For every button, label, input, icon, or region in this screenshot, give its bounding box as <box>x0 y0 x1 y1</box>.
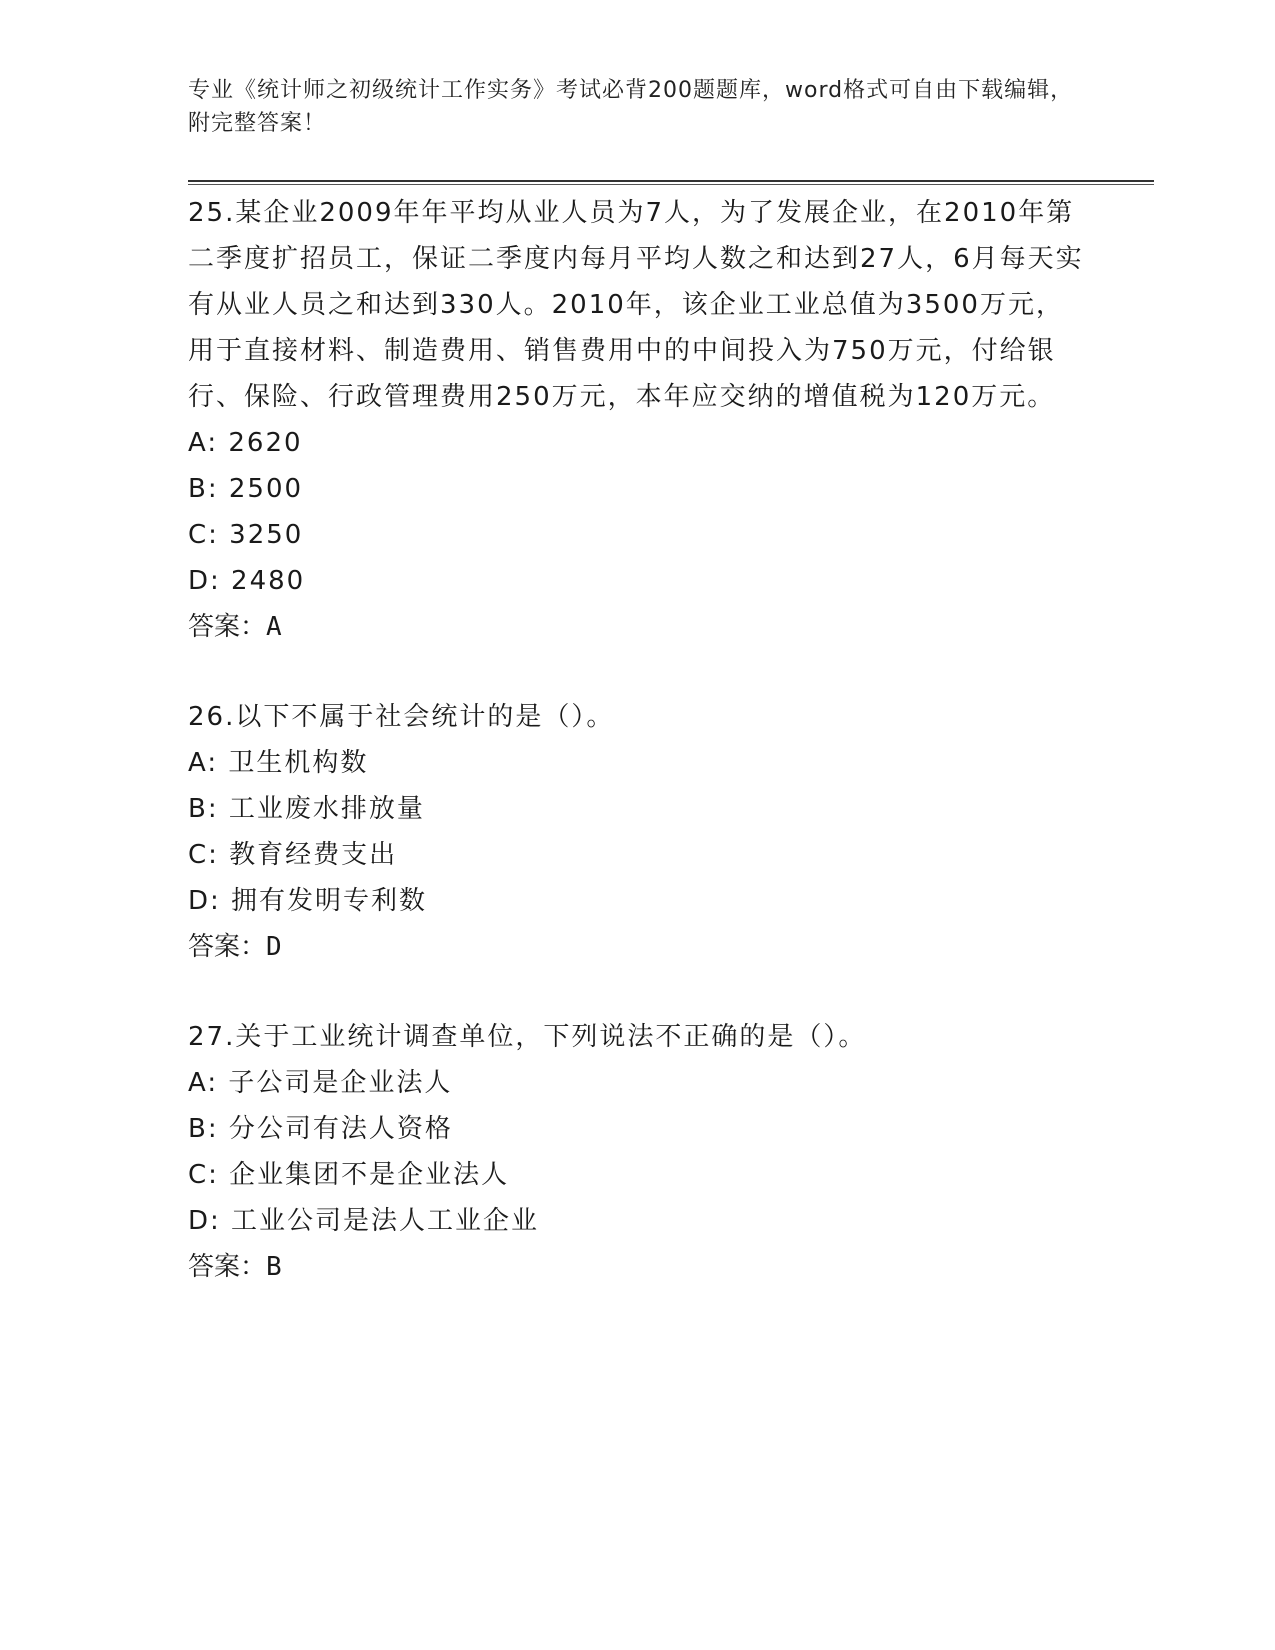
question-stem: 26.以下不属于社会统计的是（）。 <box>188 702 615 732</box>
option-a: A: 卫生机构数 <box>188 748 369 778</box>
header-divider-thick <box>188 180 1154 182</box>
question-27 <box>188 1014 1088 1290</box>
option-a: A: 子公司是企业法人 <box>188 1068 453 1098</box>
option-a: A: 2620 <box>188 428 303 458</box>
option-d: D: 拥有发明专利数 <box>188 886 428 916</box>
answer-line: 答案：D <box>188 932 282 962</box>
header-divider-thin <box>188 184 1154 185</box>
question-26 <box>188 694 1088 970</box>
option-b: B: 工业废水排放量 <box>188 794 425 824</box>
answer-line: 答案：B <box>188 1252 282 1282</box>
question-list <box>188 190 1088 1334</box>
page-header: 专业《统计师之初级统计工作实务》考试必背200题题库，word格式可自由下载编辑，附完整答案！ <box>188 78 1074 136</box>
option-c: C: 3250 <box>188 520 304 550</box>
answer-line: 答案：A <box>188 612 282 642</box>
option-b: B: 分公司有法人资格 <box>188 1114 453 1144</box>
option-d: D: 工业公司是法人工业企业 <box>188 1206 540 1236</box>
option-b: B: 2500 <box>188 474 304 504</box>
option-d: D: 2480 <box>188 566 306 596</box>
question-stem: 25.某企业2009年年平均从业人员为7人，为了发展企业，在2010年第二季度扩招员工，保证二季度内每月平均人数之和达到27人，6月每天实有从业人员之和达到330人。2010年，该企业工业总值为3500万元，用于直接材料、制造费用、销售费用中的中间投入为750万元，付给银行、保险、行政管理费用250万元，本年应交纳的增值税为120万元。 <box>188 198 1084 412</box>
question-stem: 27.关于工业统计调查单位，下列说法不正确的是（）。 <box>188 1022 867 1052</box>
option-c: C: 企业集团不是企业法人 <box>188 1160 510 1190</box>
question-25 <box>188 190 1088 650</box>
option-c: C: 教育经费支出 <box>188 840 398 870</box>
